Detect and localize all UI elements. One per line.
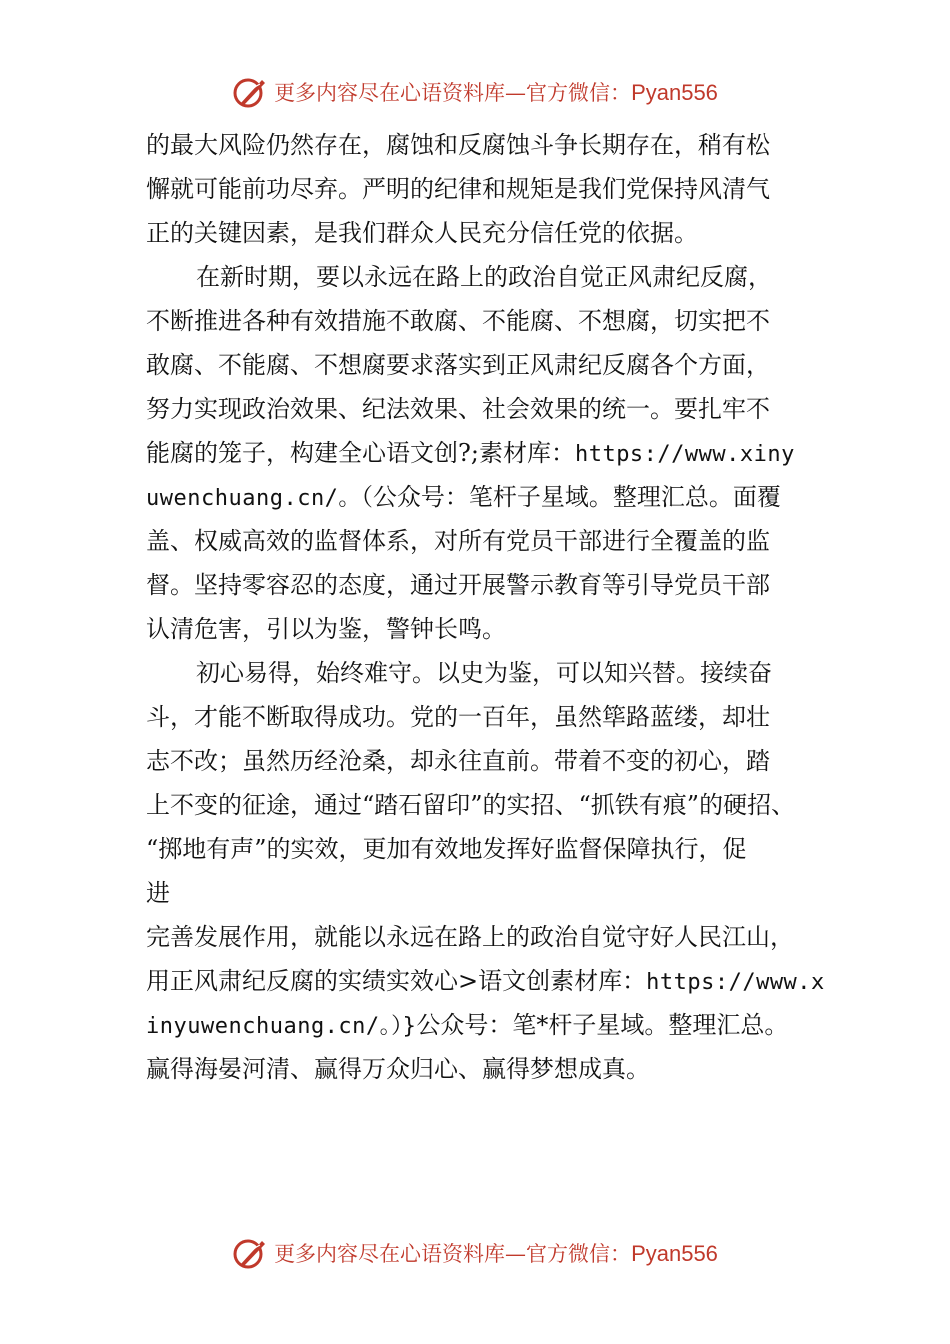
text-line bbox=[146, 387, 846, 431]
header-text: 更多内容尽在心语资料库—官方微信：Pyan556 bbox=[274, 80, 718, 105]
header-wechat-id: Pyan556 bbox=[631, 80, 718, 105]
text-line bbox=[146, 959, 846, 1003]
document-body bbox=[146, 123, 846, 1091]
text-line bbox=[146, 563, 846, 607]
text-line bbox=[146, 695, 846, 739]
text-line bbox=[146, 827, 846, 871]
text-line bbox=[146, 343, 846, 387]
text-line bbox=[146, 607, 846, 651]
text-line bbox=[146, 431, 846, 475]
text-line-content: 斗，才能不断取得成功。党的一百年，虽然筚路蓝缕，却壮 bbox=[146, 703, 770, 731]
text-line-content: 盖、权威高效的监督体系，对所有党员干部进行全覆盖的监 bbox=[146, 527, 770, 555]
text-line-content: 赢得海晏河清、赢得万众归心、赢得梦想成真。 bbox=[146, 1055, 650, 1083]
text-line-content: 初心易得，始终难守。以史为鉴，可以知兴替。接续奋 bbox=[196, 659, 772, 687]
text-line-content: 努力实现政治效果、纪法效果、社会效果的统一。要扎牢不 bbox=[146, 395, 770, 423]
text-line bbox=[146, 915, 846, 959]
url-text: uwenchuang.cn/。 bbox=[146, 486, 361, 511]
text-line bbox=[146, 475, 846, 519]
text-line bbox=[146, 299, 846, 343]
text-line bbox=[146, 167, 846, 211]
url-text: inyuwenchuang.cn/。）} bbox=[146, 1014, 417, 1039]
text-line-content: 敢腐、不能腐、不想腐要求落实到正风肃纪反腐各个方面， bbox=[146, 351, 770, 379]
footer-wechat-id: Pyan556 bbox=[631, 1241, 718, 1266]
text-line-content: 完善发展作用，就能以永远在路上的政治自觉守好人民江山， bbox=[146, 923, 794, 951]
footer-banner bbox=[0, 1231, 950, 1275]
text-line bbox=[146, 255, 846, 299]
text-line-content: 上不变的征途，通过“踏石留印”的实招、“抓铁有痕”的硬招、 bbox=[146, 791, 796, 819]
text-line bbox=[146, 1047, 846, 1091]
text-line bbox=[146, 651, 846, 695]
text-line bbox=[146, 519, 846, 563]
url-text: https://www.x bbox=[646, 970, 825, 995]
header-banner bbox=[0, 70, 950, 114]
text-line-content: 不断推进各种有效措施不敢腐、不能腐、不想腐，切实把不 bbox=[146, 307, 770, 335]
text-line bbox=[146, 783, 846, 827]
text-line-content: 认清危害，引以为鉴，警钟长鸣。 bbox=[146, 615, 506, 643]
quill-pen-circle-icon bbox=[232, 74, 268, 110]
text-line bbox=[146, 123, 846, 167]
url-text: https://www.xiny bbox=[574, 442, 795, 467]
text-line-content: 在新时期，要以永远在路上的政治自觉正风肃纪反腐， bbox=[196, 263, 772, 291]
text-line-content: 公众号：笔*杆子星域。整理汇总。 bbox=[416, 1011, 789, 1039]
text-line-content: 用正风肃纪反腐的实绩实效心>语文创素材库： bbox=[146, 967, 647, 995]
quill-pen-circle-icon bbox=[232, 1235, 268, 1271]
text-line bbox=[146, 1003, 846, 1047]
text-line-content: 正的关键因素，是我们群众人民充分信任党的依据。 bbox=[146, 219, 698, 247]
text-line-content: （公众号：笔杆子星域。整理汇总。面覆 bbox=[360, 483, 781, 511]
text-line-content: 能腐的笼子，构建全心语文创?;素材库： bbox=[146, 439, 575, 467]
text-line bbox=[146, 739, 846, 783]
text-line bbox=[146, 871, 846, 915]
text-line-content: “掷地有声”的实效，更加有效地发挥好监督保障执行，促 bbox=[146, 835, 747, 863]
text-line-content: 志不改；虽然历经沧桑，却永往直前。带着不变的初心，踏 bbox=[146, 747, 770, 775]
text-line-content: 的最大风险仍然存在，腐蚀和反腐蚀斗争长期存在，稍有松 bbox=[146, 131, 770, 159]
text-line-content: 进 bbox=[146, 879, 170, 907]
footer-text: 更多内容尽在心语资料库—官方微信：Pyan556 bbox=[274, 1241, 718, 1266]
text-line-content: 督。坚持零容忍的态度，通过开展警示教育等引导党员干部 bbox=[146, 571, 770, 599]
text-line-content: 懈就可能前功尽弃。严明的纪律和规矩是我们党保持风清气 bbox=[146, 175, 770, 203]
text-line bbox=[146, 211, 846, 255]
